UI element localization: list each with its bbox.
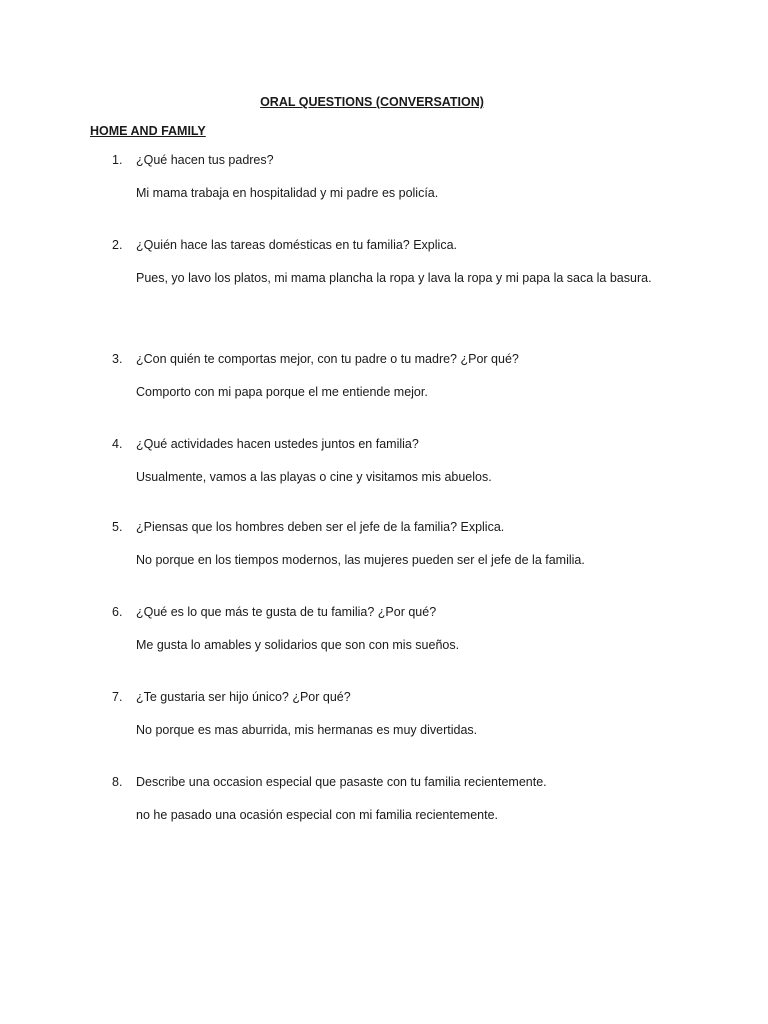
page-title: ORAL QUESTIONS (CONVERSATION) <box>260 95 484 109</box>
question-text: ¿Qué hacen tus padres? <box>136 153 274 167</box>
item-number: 8. <box>112 775 123 789</box>
question-text: ¿Qué es lo que más te gusta de tu familia? ¿Por qué? <box>136 605 437 619</box>
question-text: ¿Te gustaria ser hijo único? ¿Por qué? <box>136 690 351 704</box>
answer-text: No porque es mas aburrida, mis hermanas es muy divertidas. <box>136 723 478 737</box>
answer-text: no he pasado una ocasión especial con mi familia recientemente. <box>136 808 499 822</box>
question-text: ¿Piensas que los hombres deben ser el jefe de la familia? Explica. <box>136 520 505 534</box>
answer-text: Comporto con mi papa porque el me entiende mejor. <box>136 385 428 399</box>
answer-text: Usualmente, vamos a las playas o cine y visitamos mis abuelos. <box>136 470 492 484</box>
question-text: ¿Qué actividades hacen ustedes juntos en familia? <box>136 437 419 451</box>
item-number: 1. <box>112 153 123 167</box>
answer-text: Pues, yo lavo los platos, mi mama plancha la ropa y lava la ropa y mi papa la saca la basura. <box>136 271 652 285</box>
item-number: 7. <box>112 690 123 704</box>
item-number: 6. <box>112 605 123 619</box>
item-number: 2. <box>112 238 123 252</box>
question-text: ¿Quién hace las tareas domésticas en tu familia? Explica. <box>136 238 457 252</box>
item-number: 4. <box>112 437 123 451</box>
item-number: 3. <box>112 352 123 366</box>
answer-text: No porque en los tiempos modernos, las mujeres pueden ser el jefe de la familia. <box>136 553 585 567</box>
section-heading: HOME AND FAMILY <box>90 124 206 138</box>
item-number: 5. <box>112 520 123 534</box>
answer-text: Me gusta lo amables y solidarios que son con mis sueños. <box>136 638 460 652</box>
answer-text: Mi mama trabaja en hospitalidad y mi padre es policía. <box>136 186 439 200</box>
question-text: Describe una occasion especial que pasaste con tu familia recientemente. <box>136 775 547 789</box>
question-text: ¿Con quién te comportas mejor, con tu padre o tu madre? ¿Por qué? <box>136 352 519 366</box>
